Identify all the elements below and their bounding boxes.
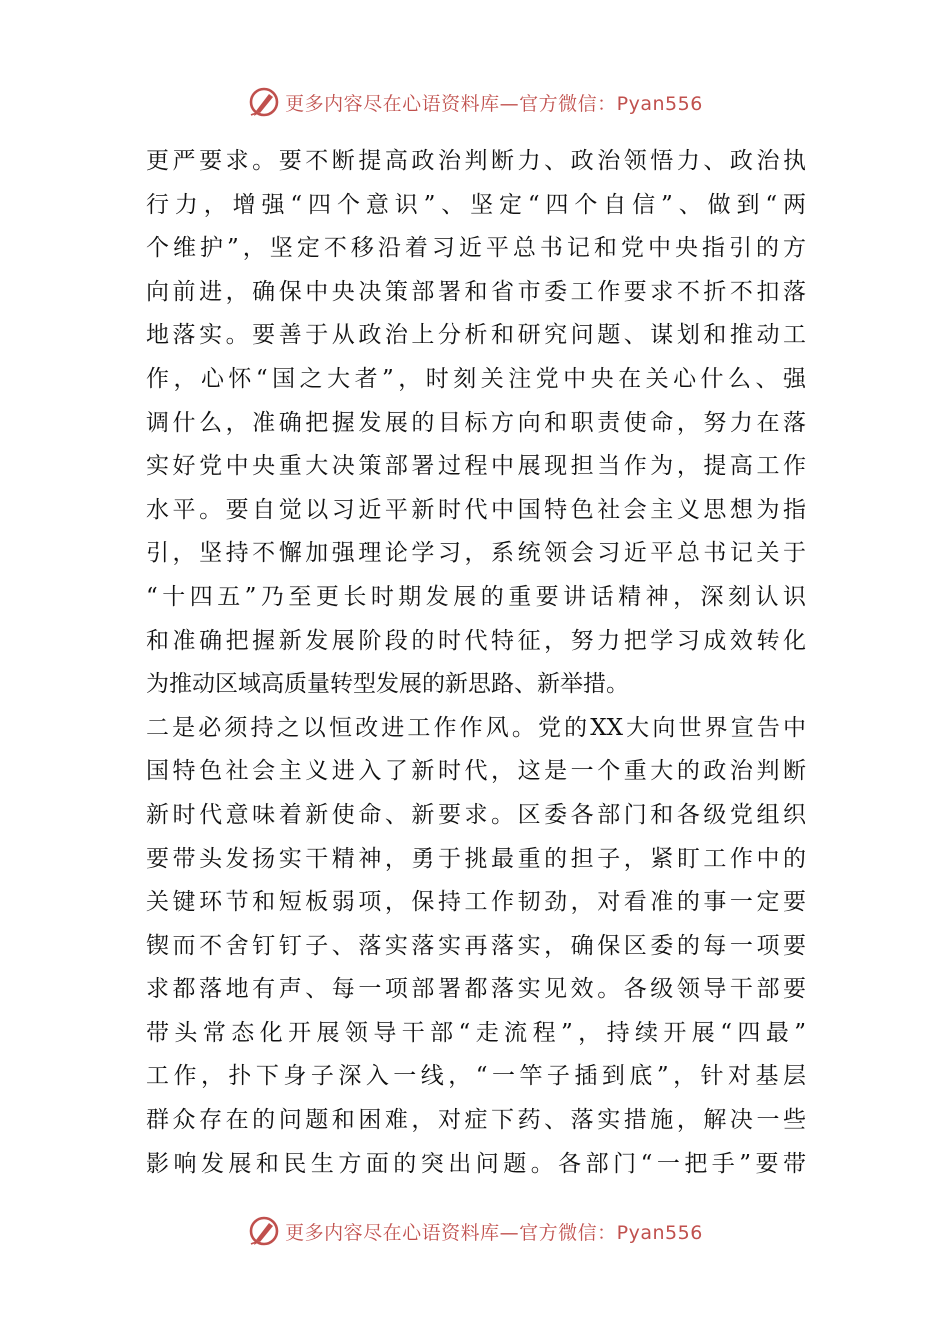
text-line: 群众存在的问题和困难，对症下药、落实措施，解决一些	[146, 1107, 806, 1134]
text-line: 工作，扑下身子深入一线，“一竿子插到底”，针对基层	[146, 1063, 806, 1090]
text-line: 水平。要自觉以习近平新时代中国特色社会主义思想为指	[146, 496, 806, 523]
text-line: 作，心怀“国之大者”，时刻关注党中央在关心什么、强	[146, 365, 806, 392]
text-line: 和准确把握新发展阶段的时代特征，努力把学习成效转化	[146, 627, 806, 654]
text-line: 锲而不舍钉钉子、落实落实再落实，确保区委的每一项要	[146, 932, 806, 959]
text-line: 实好党中央重大决策部署过程中展现担当作为，提高工作	[146, 453, 806, 480]
text-line: 国特色社会主义进入了新时代，这是一个重大的政治判断	[146, 758, 806, 785]
document-body	[146, 140, 806, 1186]
text-line: 要带头发扬实干精神，勇于挑最重的担子，紧盯工作中的	[146, 845, 806, 872]
text-line: 地落实。要善于从政治上分析和研究问题、谋划和推动工	[146, 322, 806, 349]
header-banner-inner	[247, 85, 703, 119]
text-line: 更严要求。要不断提高政治判断力、政治领悟力、政治执	[146, 148, 806, 174]
footer-banner-text: 更多内容尽在心语资料库—官方微信：Pyan556	[285, 1221, 703, 1244]
text-line: 个维护”，坚定不移沿着习近平总书记和党中央指引的方	[146, 235, 806, 262]
text-line: 新时代意味着新使命、新要求。区委各部门和各级党组织	[146, 801, 806, 828]
text-line: 向前进，确保中央决策部署和省市委工作要求不折不扣落	[146, 278, 806, 305]
footer-banner	[0, 1211, 950, 1251]
text-line: “十四五”乃至更长时期发展的重要讲话精神，深刻认识	[146, 583, 806, 610]
text-line: 影响发展和民生方面的突出问题。各部门“一把手”要带	[146, 1150, 806, 1177]
text-line: 行力，增强“四个意识”、坚定“四个自信”、做到“两	[146, 191, 806, 218]
text-line: 求都落地有声、每一项部署都落实见效。各级领导干部要	[146, 976, 806, 1003]
footer-banner-inner	[247, 1214, 703, 1248]
pen-circle-logo-icon	[247, 1214, 281, 1248]
text-line: 引，坚持不懈加强理论学习，系统领会习近平总书记关于	[146, 540, 806, 567]
text-line: 二是必须持之以恒改进工作作风。党的XX大向世界宣告中	[146, 714, 806, 741]
text-line: 为推动区域高质量转型发展的新思路、新举措。	[146, 671, 629, 698]
pen-circle-logo-icon	[247, 85, 281, 119]
text-line: 调什么，准确把握发展的目标方向和职责使命，努力在落	[146, 409, 806, 436]
text-line: 带头常态化开展领导干部“走流程”，持续开展“四最”	[146, 1019, 806, 1046]
header-banner	[0, 82, 950, 122]
header-banner-text: 更多内容尽在心语资料库—官方微信：Pyan556	[285, 92, 703, 115]
text-line: 关键环节和短板弱项，保持工作韧劲，对看准的事一定要	[146, 889, 806, 916]
